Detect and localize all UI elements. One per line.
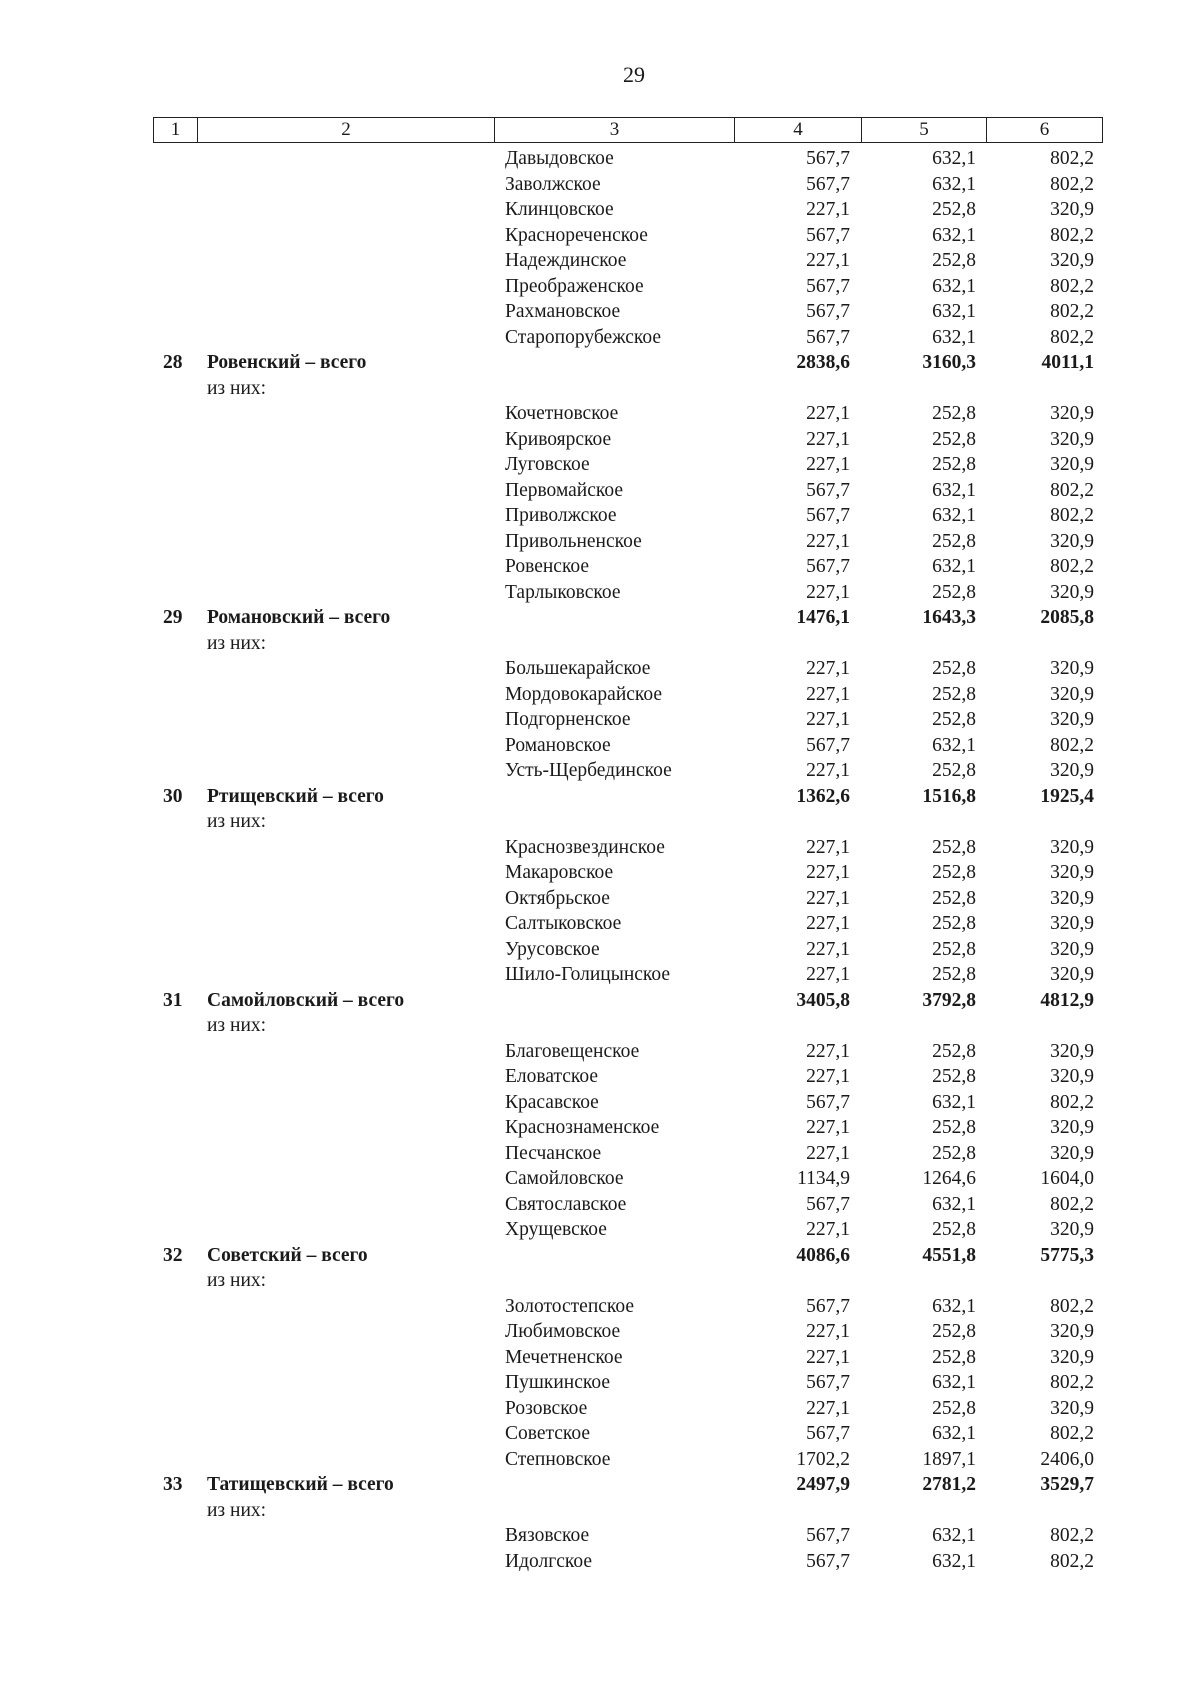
value-col-5: 252,8 [932,1040,976,1062]
value-col-6: 802,2 [1050,224,1094,246]
table-row [0,1217,1200,1243]
table-body [0,146,1200,1574]
value-col-4: 227,1 [806,581,850,603]
value-col-6: 320,9 [1050,683,1094,705]
value-col-6: 4011,1 [1041,352,1094,373]
column-header-1: 1 [154,118,198,142]
value-col-4: 567,7 [806,275,850,297]
value-col-6: 320,9 [1050,250,1094,271]
district-name: Романовский – всего [207,607,391,628]
settlement-name: Романовское [505,734,611,756]
district-total-row [0,350,1200,376]
settlement-name: Привольненское [505,530,642,552]
value-col-6: 802,2 [1050,1372,1094,1393]
value-col-4: 227,1 [806,1219,850,1240]
table-row [0,197,1200,223]
table-row [0,1064,1200,1090]
value-col-4: 567,7 [806,1091,850,1113]
table-row [0,1345,1200,1371]
value-col-5: 252,8 [932,403,976,424]
settlement-name: Октябрьское [505,887,610,909]
district-name: Ровенский – всего [207,352,367,373]
value-col-4: 227,1 [806,862,850,883]
table-row [0,733,1200,759]
value-col-6: 802,2 [1050,1295,1094,1317]
settlement-name: Кочетновское [505,403,619,424]
value-col-6: 320,9 [1050,913,1094,934]
value-col-5: 252,8 [932,1117,976,1138]
value-col-5: 632,1 [932,1091,976,1113]
value-col-5: 252,8 [932,709,976,730]
value-col-5: 252,8 [932,913,976,934]
value-col-6: 1604,0 [1040,1168,1094,1189]
value-col-5: 632,1 [932,173,976,195]
value-col-4: 227,1 [806,938,850,960]
value-col-6: 1925,4 [1040,785,1094,807]
value-col-6: 802,2 [1050,301,1094,322]
settlement-name: Краснореченское [505,224,648,246]
table-row [0,1447,1200,1473]
value-col-4: 4086,6 [796,1244,850,1266]
value-col-5: 252,8 [932,1142,976,1164]
table-row [0,1396,1200,1422]
table-header [153,117,1103,143]
settlement-name: Кривоярское [505,428,612,450]
value-col-4: 567,7 [806,224,850,246]
table-row [0,1141,1200,1167]
district-total-row [0,1472,1200,1498]
settlement-name: Мордовокарайское [505,683,663,705]
value-col-6: 320,9 [1050,887,1094,909]
settlement-name: Степновское [505,1448,611,1470]
subheading-label: из них: [207,632,267,654]
settlement-name: Урусовское [505,938,600,960]
settlement-name: Красавское [505,1091,599,1113]
value-col-6: 802,2 [1050,556,1094,577]
settlement-name: Давыдовское [505,148,614,169]
value-col-4: 567,7 [806,1372,850,1393]
table-row [0,503,1200,529]
value-col-6: 320,9 [1050,862,1094,883]
table-row [0,1192,1200,1218]
table-row [0,146,1200,172]
value-col-6: 320,9 [1050,1040,1094,1062]
settlement-name: Мечетненское [505,1346,623,1368]
value-col-5: 632,1 [932,1550,976,1572]
value-col-4: 227,1 [806,1321,850,1342]
table-row [0,580,1200,606]
subheading-label: из них: [207,1499,267,1521]
subheading-row [0,1013,1200,1039]
table-row [0,656,1200,682]
value-col-4: 567,7 [806,1525,850,1546]
value-col-5: 632,1 [932,1193,976,1215]
value-col-4: 227,1 [806,1066,850,1087]
settlement-name: Золотостепское [505,1295,635,1317]
value-col-4: 227,1 [806,1346,850,1368]
district-name: Татищевский – всего [207,1474,394,1495]
value-col-5: 632,1 [932,505,976,526]
value-col-6: 3529,7 [1040,1474,1094,1495]
value-col-4: 227,1 [806,454,850,475]
value-col-4: 2497,9 [796,1474,850,1495]
settlement-name: Хрущевское [505,1219,607,1240]
value-col-6: 320,9 [1050,1397,1094,1419]
value-col-6: 802,2 [1050,148,1094,169]
table-row [0,1115,1200,1141]
value-col-6: 2085,8 [1040,607,1094,628]
settlement-name: Первомайское [505,479,624,501]
table-row [0,1421,1200,1447]
table-row [0,1166,1200,1192]
value-col-4: 567,7 [806,326,850,348]
table-row [0,860,1200,886]
value-col-6: 802,2 [1050,275,1094,297]
value-col-5: 2781,2 [922,1474,976,1495]
value-col-6: 320,9 [1050,760,1094,781]
subheading-label: из них: [207,377,267,399]
table-row [0,223,1200,249]
value-col-5: 252,8 [932,581,976,603]
settlement-name: Старопорубежское [505,326,662,348]
value-col-6: 320,9 [1050,658,1094,679]
value-col-5: 632,1 [932,301,976,322]
settlement-name: Краснозвездинское [505,836,665,858]
value-col-5: 632,1 [932,148,976,169]
subheading-row [0,1498,1200,1524]
subheading-row [0,1268,1200,1294]
value-col-5: 252,8 [932,836,976,858]
value-col-6: 320,9 [1050,1117,1094,1138]
column-header-4: 4 [735,118,862,142]
value-col-6: 2406,0 [1040,1448,1094,1470]
row-number: 28 [163,352,183,373]
settlement-name: Клинцовское [505,199,614,220]
subheading-row [0,376,1200,402]
district-name: Советский – всего [207,1244,368,1266]
row-number: 29 [163,607,183,628]
value-col-5: 252,8 [932,760,976,781]
value-col-5: 252,8 [932,938,976,960]
value-col-4: 227,1 [806,887,850,909]
table-row [0,427,1200,453]
value-col-5: 632,1 [932,479,976,501]
settlement-name: Подгорненское [505,709,631,730]
table-row [0,478,1200,504]
value-col-5: 632,1 [932,1423,976,1444]
value-col-4: 227,1 [806,530,850,552]
table-row [0,274,1200,300]
settlement-name: Советское [505,1423,591,1444]
district-name: Ртищевский – всего [207,785,384,807]
value-col-6: 320,9 [1050,428,1094,450]
row-number: 32 [163,1244,183,1266]
value-col-6: 802,2 [1050,1550,1094,1572]
value-col-4: 567,7 [806,1193,850,1215]
table-row [0,1294,1200,1320]
value-col-5: 252,8 [932,964,976,985]
table-row [0,682,1200,708]
value-col-5: 632,1 [932,326,976,348]
table-row [0,172,1200,198]
value-col-6: 802,2 [1050,1193,1094,1215]
value-col-4: 227,1 [806,428,850,450]
value-col-5: 252,8 [932,1219,976,1240]
subheading-row [0,631,1200,657]
value-col-6: 320,9 [1050,1142,1094,1164]
settlement-name: Салтыковское [505,913,622,934]
value-col-6: 320,9 [1050,1321,1094,1342]
value-col-5: 252,8 [932,1346,976,1368]
settlement-name: Усть-Щербединское [505,760,672,781]
value-col-5: 3160,3 [922,352,976,373]
value-col-4: 2838,6 [796,352,850,373]
value-col-4: 227,1 [806,836,850,858]
row-number: 31 [163,989,183,1011]
table-row [0,1370,1200,1396]
value-col-6: 802,2 [1050,1091,1094,1113]
value-col-5: 632,1 [932,1295,976,1317]
value-col-5: 1264,6 [922,1168,976,1189]
value-col-5: 252,8 [932,454,976,475]
table-row [0,962,1200,988]
value-col-5: 632,1 [932,224,976,246]
settlement-name: Самойловское [505,1168,624,1189]
settlement-name: Краснознаменское [505,1117,660,1138]
value-col-4: 3405,8 [796,989,850,1011]
value-col-6: 320,9 [1050,1346,1094,1368]
column-header-2: 2 [198,118,495,142]
value-col-4: 227,1 [806,913,850,934]
value-col-5: 252,8 [932,1321,976,1342]
value-col-4: 227,1 [806,250,850,271]
value-col-6: 802,2 [1050,1525,1094,1546]
table-row [0,937,1200,963]
value-col-5: 252,8 [932,1397,976,1419]
table-row [0,758,1200,784]
table-row [0,1523,1200,1549]
district-total-row [0,784,1200,810]
district-name: Самойловский – всего [207,989,405,1011]
value-col-5: 632,1 [932,734,976,756]
district-total-row [0,605,1200,631]
value-col-4: 567,7 [806,734,850,756]
district-total-row [0,1243,1200,1269]
table-row [0,1090,1200,1116]
value-col-4: 567,7 [806,148,850,169]
settlement-name: Любимовское [505,1321,621,1342]
subheading-label: из них: [207,1015,267,1036]
column-header-3: 3 [495,118,735,142]
settlement-name: Заволжское [505,173,601,195]
row-number: 33 [163,1474,183,1495]
value-col-5: 252,8 [932,530,976,552]
district-total-row [0,988,1200,1014]
value-col-5: 4551,8 [922,1244,976,1266]
value-col-6: 802,2 [1050,1423,1094,1444]
subheading-label: из них: [207,1270,267,1291]
table-row [0,401,1200,427]
value-col-6: 320,9 [1050,964,1094,985]
value-col-5: 3792,8 [922,989,976,1011]
value-col-4: 227,1 [806,683,850,705]
table-row [0,248,1200,274]
value-col-5: 252,8 [932,683,976,705]
value-col-4: 227,1 [806,199,850,220]
subheading-label: из них: [207,811,267,832]
settlement-name: Ровенское [505,556,590,577]
value-col-5: 632,1 [932,275,976,297]
value-col-4: 1702,2 [796,1448,850,1470]
value-col-6: 320,9 [1050,581,1094,603]
value-col-4: 1134,9 [797,1168,850,1189]
value-col-4: 567,7 [806,1295,850,1317]
value-col-4: 567,7 [806,1550,850,1572]
value-col-6: 320,9 [1050,1219,1094,1240]
table-row [0,452,1200,478]
settlement-name: Благовещенское [505,1040,640,1062]
column-header-5: 5 [862,118,987,142]
table-row [0,299,1200,325]
value-col-6: 320,9 [1050,836,1094,858]
value-col-5: 1897,1 [922,1448,976,1470]
value-col-6: 320,9 [1050,199,1094,220]
value-col-6: 802,2 [1050,734,1094,756]
value-col-5: 632,1 [932,1525,976,1546]
value-col-4: 567,7 [806,556,850,577]
settlement-name: Большекарайское [505,658,651,679]
value-col-6: 802,2 [1050,505,1094,526]
settlement-name: Луговское [505,454,590,475]
settlement-name: Рахмановское [505,301,621,322]
column-header-6: 6 [1039,119,1050,140]
value-col-4: 567,7 [806,301,850,322]
value-col-5: 252,8 [932,428,976,450]
value-col-6: 320,9 [1050,1066,1094,1087]
table-row [0,1039,1200,1065]
row-number: 30 [163,785,183,807]
page-number: 29 [623,62,645,87]
settlement-name: Песчанское [505,1142,602,1164]
settlement-name: Тарлыковское [505,581,621,603]
value-col-5: 1516,8 [922,785,976,807]
settlement-name: Розовское [505,1397,588,1419]
value-col-4: 227,1 [806,1040,850,1062]
value-col-4: 227,1 [806,1397,850,1419]
table-row [0,529,1200,555]
value-col-5: 252,8 [932,1066,976,1087]
settlement-name: Надеждинское [505,250,627,271]
table-row [0,554,1200,580]
value-col-6: 5775,3 [1040,1244,1094,1266]
table-row [0,911,1200,937]
value-col-6: 320,9 [1050,454,1094,475]
value-col-6: 320,9 [1050,709,1094,730]
value-col-5: 632,1 [932,556,976,577]
value-col-5: 252,8 [932,862,976,883]
table-row [0,1319,1200,1345]
value-col-6: 802,2 [1050,479,1094,501]
settlement-name: Приволжское [505,505,617,526]
table-row [0,886,1200,912]
value-col-5: 632,1 [932,1372,976,1393]
value-col-4: 1476,1 [796,607,850,628]
value-col-4: 227,1 [806,403,850,424]
value-col-4: 567,7 [806,505,850,526]
value-col-6: 802,2 [1050,326,1094,348]
settlement-name: Макаровское [505,862,614,883]
value-col-4: 567,7 [806,173,850,195]
value-col-4: 567,7 [806,479,850,501]
value-col-4: 227,1 [806,760,850,781]
value-col-6: 320,9 [1050,403,1094,424]
value-col-6: 320,9 [1050,938,1094,960]
table-row [0,325,1200,351]
value-col-4: 227,1 [806,1142,850,1164]
table-row [0,1549,1200,1575]
value-col-5: 252,8 [932,658,976,679]
value-col-4: 227,1 [806,964,850,985]
value-col-5: 252,8 [932,887,976,909]
settlement-name: Вязовское [505,1525,590,1546]
table-row [0,835,1200,861]
value-col-4: 1362,6 [796,785,850,807]
value-col-6: 802,2 [1050,173,1094,195]
value-col-4: 227,1 [806,658,850,679]
value-col-4: 567,7 [806,1423,850,1444]
settlement-name: Шило-Голицынское [505,964,671,985]
settlement-name: Преображенское [505,275,644,297]
table-row [0,707,1200,733]
value-col-4: 227,1 [806,1117,850,1138]
settlement-name: Пушкинское [505,1372,610,1393]
value-col-5: 1643,3 [922,607,976,628]
value-col-6: 4812,9 [1040,989,1094,1011]
settlement-name: Святославское [505,1193,627,1215]
value-col-6: 320,9 [1050,530,1094,552]
value-col-5: 252,8 [932,250,976,271]
settlement-name: Еловатское [505,1066,599,1087]
value-col-5: 252,8 [932,199,976,220]
value-col-4: 227,1 [806,709,850,730]
settlement-name: Идолгское [505,1550,593,1572]
subheading-row [0,809,1200,835]
